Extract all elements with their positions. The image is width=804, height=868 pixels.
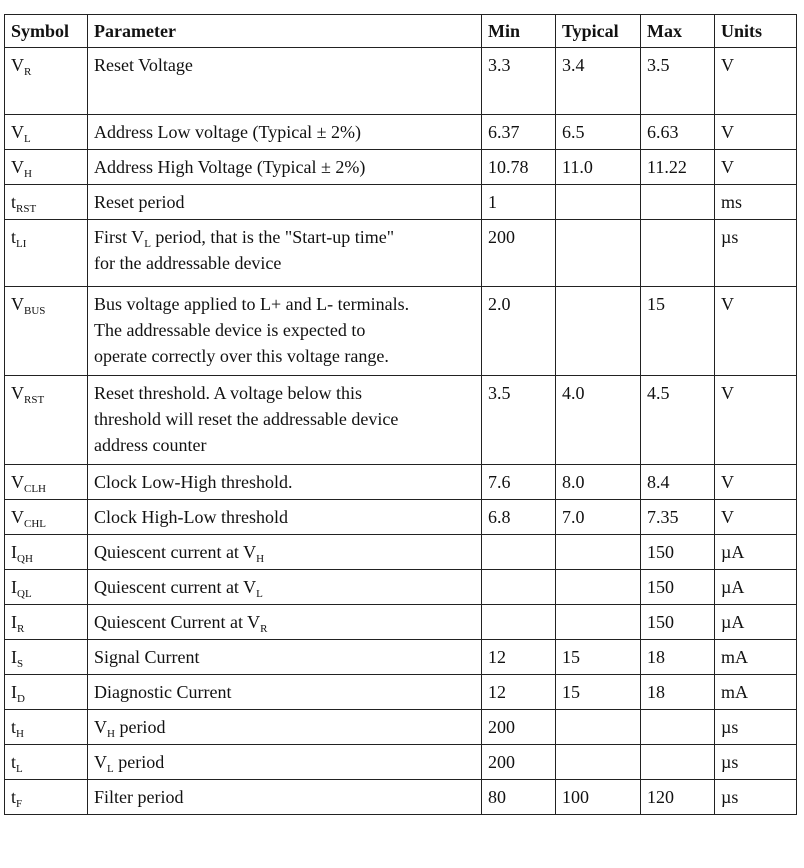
header-symbol: Symbol (5, 15, 88, 48)
parameter-cell (88, 287, 482, 376)
symbol-cell (5, 48, 88, 115)
typical-cell (556, 605, 641, 640)
parameter-text: Quiescent current at V (94, 577, 257, 597)
typical-cell: 11.0 (556, 150, 641, 185)
parameter-text: address counter (94, 435, 207, 455)
symbol-text: I (11, 682, 17, 702)
parameter-cell (88, 376, 482, 465)
parameter-text: for the addressable device (94, 253, 282, 273)
max-cell: 150 (641, 570, 715, 605)
units-cell: µA (715, 535, 797, 570)
symbol-text: V (11, 294, 24, 314)
units-cell: mA (715, 640, 797, 675)
parameter-cell (88, 780, 482, 815)
parameter-text: Clock Low-High threshold. (94, 472, 293, 492)
symbol-cell (5, 376, 88, 465)
max-cell: 15 (641, 287, 715, 376)
symbol-subscript: LI (16, 238, 27, 250)
parameter-text: Clock High-Low threshold (94, 507, 288, 527)
table-row (5, 376, 797, 465)
table-row (5, 675, 797, 710)
parameter-text: Quiescent current at V (94, 542, 257, 562)
min-cell: 10.78 (482, 150, 556, 185)
units-cell: V (715, 287, 797, 376)
symbol-text: V (11, 383, 24, 403)
symbol-subscript: L (16, 763, 23, 775)
parameter-text: period (113, 752, 165, 772)
units-cell: µs (715, 220, 797, 287)
max-cell: 120 (641, 780, 715, 815)
typical-cell (556, 745, 641, 780)
units-cell: µs (715, 710, 797, 745)
parameter-text: Address High Voltage (Typical ± 2%) (94, 157, 366, 177)
parameter-cell (88, 640, 482, 675)
symbol-subscript: D (17, 693, 25, 705)
specification-table (4, 14, 797, 815)
parameter-subscript: L (256, 588, 263, 600)
symbol-cell (5, 535, 88, 570)
max-cell: 18 (641, 675, 715, 710)
min-cell (482, 605, 556, 640)
symbol-subscript: RST (24, 394, 45, 406)
header-min: Min (482, 15, 556, 48)
symbol-cell (5, 500, 88, 535)
symbol-subscript: R (24, 66, 32, 78)
min-cell: 2.0 (482, 287, 556, 376)
table-row (5, 115, 797, 150)
symbol-cell (5, 115, 88, 150)
table-row (5, 710, 797, 745)
header-row (5, 15, 797, 48)
table-row (5, 640, 797, 675)
parameter-subscript: R (260, 623, 268, 635)
min-cell: 200 (482, 220, 556, 287)
table-row (5, 605, 797, 640)
symbol-subscript: S (17, 658, 24, 670)
parameter-cell (88, 535, 482, 570)
table-row (5, 185, 797, 220)
max-cell: 18 (641, 640, 715, 675)
typical-cell: 6.5 (556, 115, 641, 150)
min-cell: 7.6 (482, 465, 556, 500)
symbol-cell (5, 640, 88, 675)
max-cell: 3.5 (641, 48, 715, 115)
typical-cell: 15 (556, 675, 641, 710)
units-cell: µA (715, 605, 797, 640)
table-row (5, 220, 797, 287)
max-cell: 4.5 (641, 376, 715, 465)
parameter-text: Address Low voltage (Typical ± 2%) (94, 122, 362, 142)
symbol-cell (5, 570, 88, 605)
parameter-subscript: H (256, 553, 265, 565)
typical-cell: 15 (556, 640, 641, 675)
symbol-subscript: R (17, 623, 25, 635)
parameter-cell (88, 710, 482, 745)
header-units: Units (715, 15, 797, 48)
max-cell: 11.22 (641, 150, 715, 185)
symbol-subscript: QH (17, 553, 33, 565)
symbol-subscript: H (16, 728, 24, 740)
symbol-subscript: CLH (24, 483, 46, 495)
symbol-text: V (11, 157, 24, 177)
parameter-text: period (114, 717, 166, 737)
typical-cell: 8.0 (556, 465, 641, 500)
typical-cell (556, 185, 641, 220)
symbol-text: I (11, 647, 17, 667)
units-cell: V (715, 465, 797, 500)
parameter-cell (88, 465, 482, 500)
min-cell: 200 (482, 745, 556, 780)
min-cell: 3.5 (482, 376, 556, 465)
symbol-text: t (11, 787, 17, 807)
units-cell: mA (715, 675, 797, 710)
max-cell: 7.35 (641, 500, 715, 535)
parameter-text: Diagnostic Current (94, 682, 232, 702)
parameter-text: Bus voltage applied to L+ and L- terminals. (94, 294, 410, 314)
min-cell: 80 (482, 780, 556, 815)
typical-cell (556, 710, 641, 745)
parameter-text: operate correctly over this voltage range. (94, 346, 389, 366)
units-cell: V (715, 150, 797, 185)
symbol-text: V (11, 472, 24, 492)
min-cell: 12 (482, 675, 556, 710)
symbol-text: t (11, 227, 17, 247)
max-cell (641, 710, 715, 745)
min-cell (482, 535, 556, 570)
table-row (5, 465, 797, 500)
parameter-cell (88, 675, 482, 710)
max-cell (641, 220, 715, 287)
units-cell: µA (715, 570, 797, 605)
symbol-cell (5, 220, 88, 287)
symbol-text: t (11, 752, 17, 772)
header-typical: Typical (556, 15, 641, 48)
units-cell: V (715, 48, 797, 115)
min-cell: 1 (482, 185, 556, 220)
units-cell: ms (715, 185, 797, 220)
parameter-text: Filter period (94, 787, 184, 807)
parameter-text: period, that is the "Start-up time" (150, 227, 395, 247)
units-cell: V (715, 500, 797, 535)
typical-cell: 3.4 (556, 48, 641, 115)
parameter-text: Reset Voltage (94, 55, 193, 75)
parameter-cell (88, 500, 482, 535)
parameter-text: V (94, 717, 107, 737)
parameter-subscript: L (144, 238, 151, 250)
max-cell (641, 745, 715, 780)
table-row (5, 570, 797, 605)
symbol-text: t (11, 192, 17, 212)
parameter-cell (88, 220, 482, 287)
symbol-subscript: CHL (24, 518, 46, 530)
table-row (5, 745, 797, 780)
symbol-cell (5, 675, 88, 710)
max-cell: 150 (641, 605, 715, 640)
symbol-text: t (11, 717, 17, 737)
header-parameter: Parameter (88, 15, 482, 48)
symbol-subscript: QL (17, 588, 32, 600)
parameter-subscript: H (107, 728, 115, 740)
symbol-cell (5, 605, 88, 640)
parameter-text: V (94, 752, 107, 772)
max-cell: 8.4 (641, 465, 715, 500)
symbol-subscript: H (24, 168, 32, 180)
max-cell (641, 185, 715, 220)
symbol-text: V (11, 507, 24, 527)
units-cell: µs (715, 745, 797, 780)
symbol-cell (5, 465, 88, 500)
units-cell: µs (715, 780, 797, 815)
symbol-cell (5, 710, 88, 745)
symbol-subscript: L (24, 133, 31, 145)
parameter-cell (88, 115, 482, 150)
parameter-cell (88, 48, 482, 115)
typical-cell (556, 220, 641, 287)
symbol-text: I (11, 542, 17, 562)
typical-cell (556, 287, 641, 376)
symbol-cell (5, 150, 88, 185)
parameter-text: Reset threshold. A voltage below this (94, 383, 362, 403)
typical-cell: 100 (556, 780, 641, 815)
parameter-cell (88, 150, 482, 185)
min-cell: 12 (482, 640, 556, 675)
parameter-text: Reset period (94, 192, 185, 212)
parameter-cell (88, 605, 482, 640)
min-cell (482, 570, 556, 605)
symbol-text: V (11, 55, 24, 75)
parameter-cell (88, 570, 482, 605)
table-row (5, 150, 797, 185)
table-row (5, 48, 797, 115)
symbol-cell (5, 287, 88, 376)
symbol-subscript: BUS (24, 305, 46, 317)
symbol-text: V (11, 122, 24, 142)
max-cell: 150 (641, 535, 715, 570)
units-cell: V (715, 376, 797, 465)
table-row (5, 500, 797, 535)
symbol-subscript: RST (16, 203, 37, 215)
min-cell: 3.3 (482, 48, 556, 115)
symbol-text: I (11, 612, 17, 632)
header-max: Max (641, 15, 715, 48)
table-row (5, 287, 797, 376)
parameter-text: Quiescent Current at V (94, 612, 261, 632)
table-body (5, 48, 797, 815)
parameter-text: First V (94, 227, 145, 247)
symbol-cell (5, 185, 88, 220)
typical-cell: 7.0 (556, 500, 641, 535)
min-cell: 6.37 (482, 115, 556, 150)
parameter-text: The addressable device is expected to (94, 320, 366, 340)
min-cell: 6.8 (482, 500, 556, 535)
units-cell: V (715, 115, 797, 150)
typical-cell (556, 570, 641, 605)
table-row (5, 535, 797, 570)
parameter-subscript: L (107, 763, 114, 775)
parameter-cell (88, 185, 482, 220)
parameter-text: threshold will reset the addressable device (94, 409, 399, 429)
table-row (5, 780, 797, 815)
symbol-cell (5, 780, 88, 815)
max-cell: 6.63 (641, 115, 715, 150)
symbol-subscript: F (16, 798, 23, 810)
symbol-cell (5, 745, 88, 780)
parameter-cell (88, 745, 482, 780)
symbol-text: I (11, 577, 17, 597)
parameter-text: Signal Current (94, 647, 200, 667)
min-cell: 200 (482, 710, 556, 745)
typical-cell (556, 535, 641, 570)
typical-cell: 4.0 (556, 376, 641, 465)
